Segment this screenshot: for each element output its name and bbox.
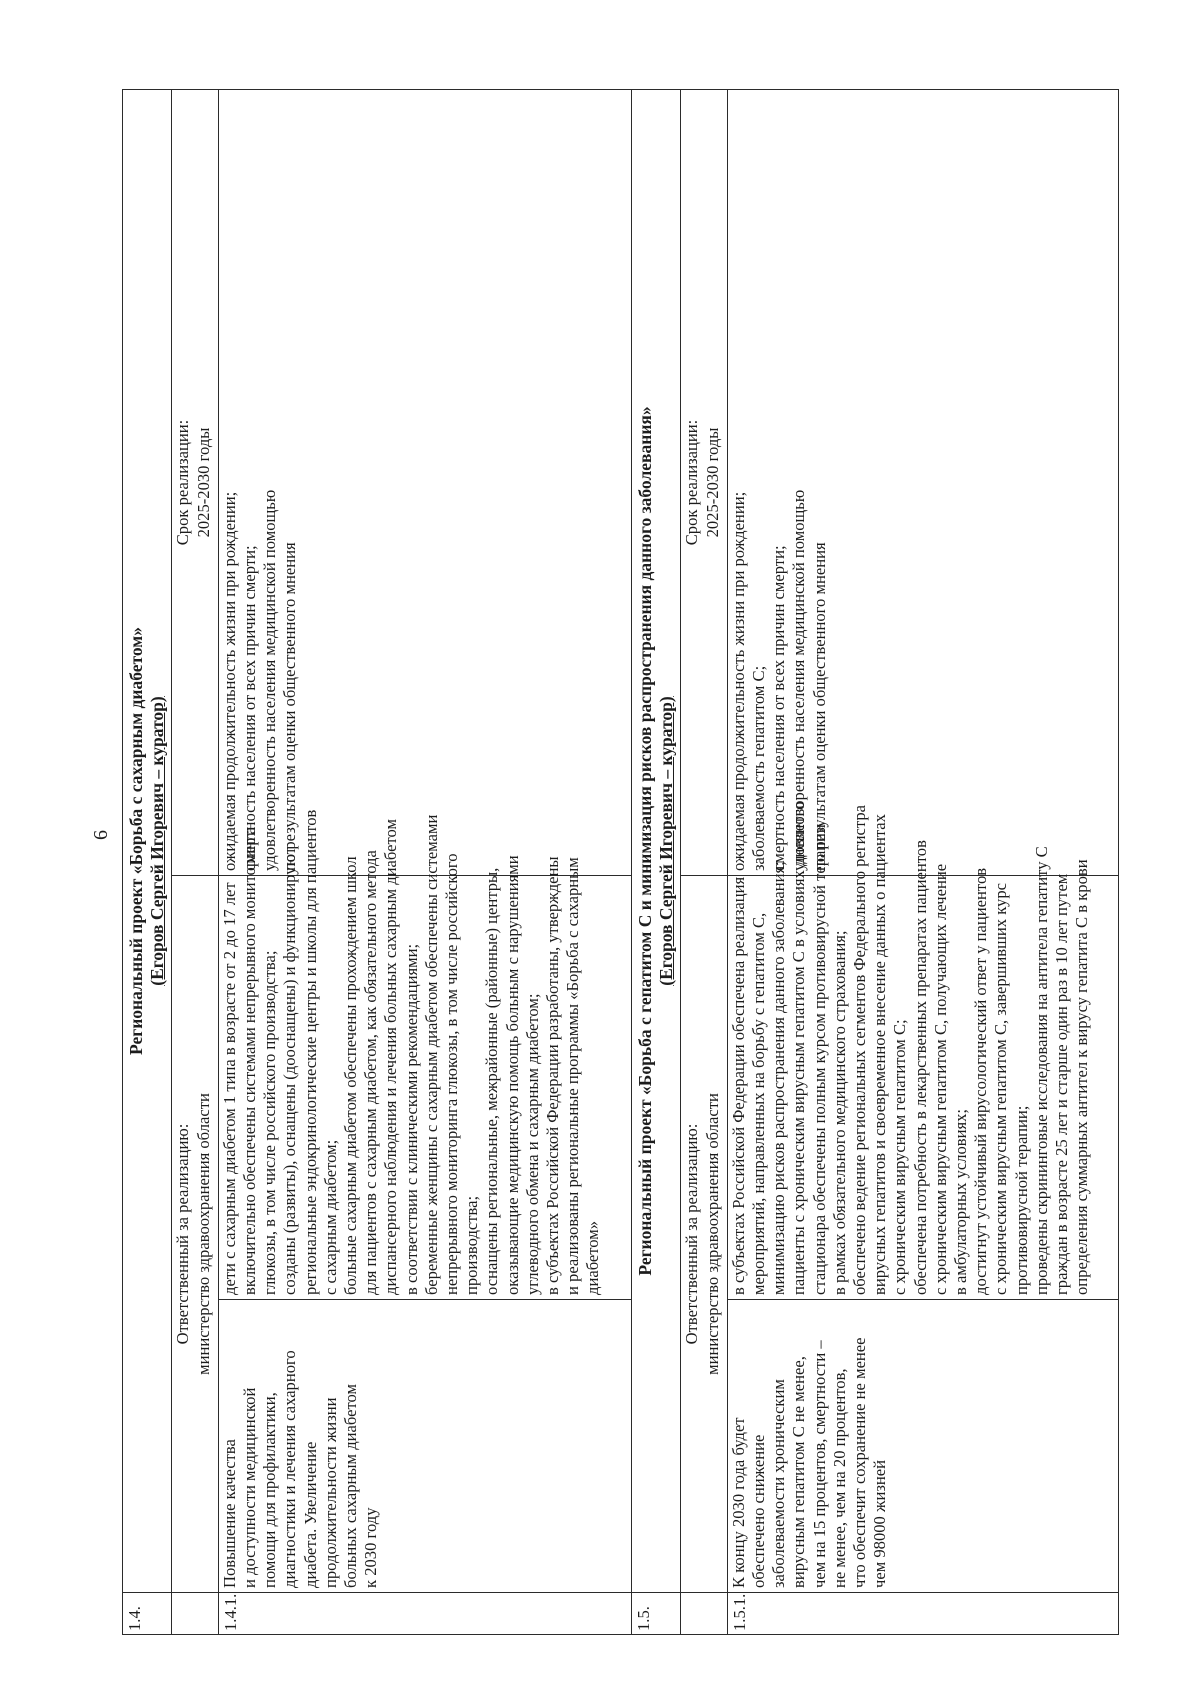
result-line: стационара обеспечены полным курсом противовирусной терапии [809,824,829,1295]
responsible-value: министерство здравоохранения области [193,1093,213,1375]
section-title [123,89,172,1592]
task-number: 1.5.1. [727,1593,1118,1635]
indicator-line: смертность населения от всех причин смерти; [239,545,259,871]
result-line: в субъектах Российской Федерации обеспечена реализация [728,876,748,1295]
section-title [632,89,681,1592]
result-line: в амбулаторных условиях; [950,1108,970,1295]
result-line: с хроническим вирусным гепатитом С, завершивших курс [991,882,1011,1295]
indicator-line: по результатам оценки общественного мнения [809,542,829,871]
result-line: обеспечено ведение региональных сегментов Федерального регистра [849,804,869,1295]
result-line: в субъектах Российской Федерации разработаны, утверждены [542,856,562,1295]
goal-line: диабета. Увеличение [300,1441,320,1588]
term-label: Срок реализации: [682,419,702,546]
section-number: 1.5. [632,1593,681,1635]
goal-line: больных сахарным диабетом [340,1384,360,1588]
goal-line: и доступности медицинской [239,1387,259,1588]
goal-line: продолжительности жизни [320,1397,340,1588]
result-line: для пациентов с сахарным диабетом, как обязательного метода [361,850,381,1295]
result-line: пациенты с хроническим вирусным гепатитом С в условиях дневного [789,801,809,1295]
goal-line: чем на 15 процентов, смертности – [809,1340,829,1588]
section-title-line: Региональный проект «Борьба с сахарным диабетом» [126,627,146,1055]
term-cell [172,89,218,875]
result-line: и реализованы региональные программы «Борьба с сахарным [563,857,583,1295]
result-line: достигнут устойчивый вирусологический ответ у пациентов [971,867,991,1295]
result-line: в рамках обязательного медицинского страхования; [829,930,849,1295]
result-line: определения суммарных антител к вирусу гепатита С в крови [1072,859,1092,1295]
indicator-line: удовлетворенность населения медицинской помощью [789,489,809,871]
goal-line: не менее, чем на 20 процентов, [829,1368,849,1588]
page-number: 6 [90,830,112,840]
goal-line: что обеспечит сохранение не менее [849,1337,869,1588]
goal-line: к 2030 году [361,1507,381,1588]
indicators-cell [727,89,1118,875]
result-line: диабетом» [583,1220,603,1295]
responsible-cell [681,876,727,1593]
goal-line: помощи для профилактики, [260,1392,280,1588]
term-label: Срок реализации: [173,419,193,546]
goal-line: Повышение качества [219,1439,239,1588]
result-line: мероприятий, направленных на борьбу с гепатитом С, [748,912,768,1295]
regional-projects-table [122,89,1119,1635]
indicator-line: удовлетворенность населения медицинской помощью [260,489,280,871]
responsible-label: Ответственный за реализацию: [682,1123,702,1345]
result-line: глюкозы, в том числе российского производства; [260,950,280,1295]
section-number: 1.4. [123,1593,172,1635]
empty-cell [681,1593,727,1635]
result-line: включительно обеспечены системами непрерывного мониторинга [239,826,259,1295]
result-line: дети с сахарным диабетом 1 типа в возрасте от 2 до 17 лет [219,882,239,1295]
indicator-line: смертность населения от всех причин смерти; [769,545,789,871]
result-line: с хроническим вирусным гепатитом С, получающих лечение [930,863,950,1295]
section-title-line: Региональный проект «Борьба с гепатитом С и минимизация рисков распространения данного заболевания» [635,406,656,1276]
responsible-label: Ответственный за реализацию: [173,1123,193,1345]
document-table-rotated [122,90,1119,1635]
result-line: оказывающие медицинскую помощь больным с нарушениями [502,855,522,1295]
result-line: обеспечена потребность в лекарственных препаратах пациентов [910,840,930,1295]
task-row [727,89,1118,1634]
result-line: беременные женщины с сахарным диабетом обеспечены системами [421,814,441,1295]
goal-line: вирусным гепатитом С не менее, [789,1356,809,1588]
goal-cell [727,1300,1118,1593]
result-line: граждан в возрасте 25 лет и старше один раз в 10 лет путем [1051,873,1071,1295]
responsible-value: министерство здравоохранения области [702,1093,722,1375]
goal-line: чем 98000 жизней [870,1459,890,1588]
result-line: региональные эндокринологические центры и школы для пациентов [300,809,320,1295]
result-line: производства; [462,1195,482,1295]
results-cell [218,809,631,1300]
empty-cell [172,1593,218,1635]
indicators-cell [218,89,631,875]
goal-cell [218,1300,631,1593]
task-row [218,89,631,1634]
responsible-row [172,89,218,1634]
task-number: 1.4.1. [218,1593,631,1635]
responsible-row [681,89,727,1634]
result-line: углеводного обмена и сахарным диабетом; [522,993,542,1295]
indicator-line: ожидаемая продолжительность жизни при рождении; [728,491,748,871]
result-line: диспансерного наблюдения и лечения больных сахарным диабетом [381,818,401,1295]
result-line: созданы (развиты), оснащены (дооснащены) и функционируют [280,847,300,1295]
result-line: минимизацию рисков распространения данного заболевания; [769,861,789,1295]
section-curator-line: (Егоров Сергей Игоревич – куратор) [147,696,167,986]
result-line: больные сахарным диабетом обеспечены прохождением школ [340,856,360,1295]
term-value: 2025-2030 годы [702,427,722,538]
term-cell [681,89,727,875]
result-line: с хроническим вирусным гепатитом С; [890,1019,910,1295]
goal-line: обеспечено снижение [748,1434,768,1588]
section-header-row [632,89,681,1634]
result-line: оснащены региональные, межрайонные (районные) центры, [482,867,502,1295]
term-value: 2025-2030 годы [193,427,213,538]
results-cell [727,801,1118,1300]
result-line: вирусных гепатитов и своевременное внесение данных о пациентах [870,814,890,1295]
result-line: с сахарным диабетом; [320,1139,340,1295]
section-header-row [123,89,172,1634]
result-line: непрерывного мониторинга глюкозы, в том числе российского [441,853,461,1295]
result-line: в соответствии с клиническими рекомендациями; [401,943,421,1295]
indicator-line: ожидаемая продолжительность жизни при рождении; [219,491,239,871]
goal-line: заболеваемости хроническим [769,1379,789,1588]
indicator-line: заболеваемость гепатитом С; [748,665,768,871]
goal-line: диагностики и лечения сахарного [280,1350,300,1588]
responsible-cell [172,876,218,1593]
indicator-line: по результатам оценки общественного мнения [280,542,300,871]
section-curator-line: (Егоров Сергей Игоревич – куратор) [656,696,677,986]
goal-line: К концу 2030 года будет [728,1417,748,1588]
result-line: проведены скрининговые исследования на антитела гепатиту С [1031,846,1051,1295]
result-line: противовирусной терапии; [1011,1105,1031,1295]
